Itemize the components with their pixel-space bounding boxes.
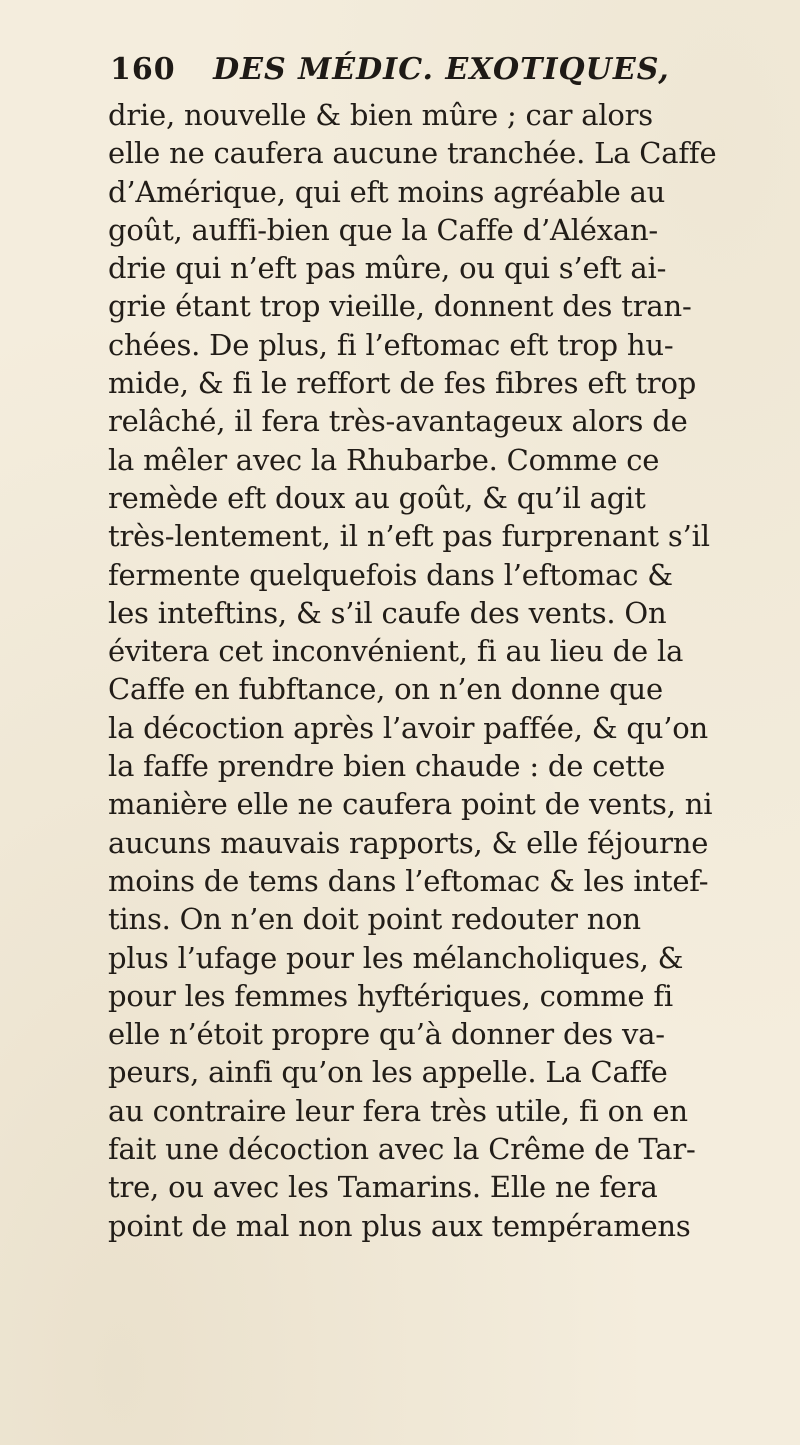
text-line: tins. On n’en doit point redouter non bbox=[108, 902, 641, 937]
text-line: grie étant trop vieille, donnent des tran- bbox=[108, 289, 692, 324]
running-title: DES MÉDIC. EXOTIQUES, bbox=[213, 52, 670, 87]
text-line: la faffe prendre bien chaude : de cette bbox=[108, 749, 666, 784]
text-line: Caffe en fubftance, on n’en donne que bbox=[108, 672, 663, 707]
text-line: la décoction après l’avoir paffée, & qu’on bbox=[108, 710, 709, 745]
text-line: manière elle ne caufera point de vents, ni bbox=[108, 787, 713, 822]
page-number: 160 bbox=[110, 52, 176, 87]
text-line: pour les femmes hyftériques, comme fi bbox=[108, 978, 673, 1013]
text-line: moins de tems dans l’eftomac & les intef- bbox=[108, 863, 709, 898]
text-line: les inteftins, & s’il caufe des vents. On bbox=[108, 595, 667, 630]
text-line: chées. De plus, fi l’eftomac eft trop hu- bbox=[108, 327, 674, 362]
text-line: point de mal non plus aux tempéramens bbox=[108, 1208, 691, 1243]
text-line: plus l’ufage pour les mélancholiques, & bbox=[108, 940, 684, 975]
text-line: mide, & fi le reffort de fes fibres eft trop bbox=[108, 366, 697, 401]
text-line: drie qui n’eft pas mûre, ou qui s’eft ai- bbox=[108, 251, 667, 286]
text-line: drie, nouvelle & bien mûre ; car alors bbox=[108, 98, 653, 132]
text-line: elle ne caufera aucune tranchée. La Caffe bbox=[108, 136, 717, 171]
text-line: tre, ou avec les Tamarins. Elle ne fera bbox=[108, 1170, 658, 1205]
text-line: la mêler avec la Rhubarbe. Comme ce bbox=[108, 442, 660, 477]
text-line: goût, auffi-bien que la Caffe d’Aléxan- bbox=[108, 212, 659, 247]
text-line: très-lentement, il n’eft pas furprenant s’il bbox=[108, 519, 710, 554]
text-line: remède eft doux au goût, & qu’il agit bbox=[108, 480, 646, 515]
text-line: relâché, il fera très-avantageux alors de bbox=[108, 404, 688, 439]
text-line: évitera cet inconvénient, fi au lieu de la bbox=[108, 634, 684, 669]
page-header bbox=[110, 52, 750, 96]
text-line: d’Amérique, qui eft moins agréable au bbox=[108, 174, 666, 209]
text-line: fait une décoction avec la Crême de Tar- bbox=[108, 1132, 696, 1167]
text-line: elle n’étoit propre qu’à donner des va- bbox=[108, 1017, 665, 1052]
text-line: au contraire leur fera très utile, fi on en bbox=[108, 1093, 688, 1128]
text-line: fermente quelquefois dans l’eftomac & bbox=[108, 557, 673, 592]
text-line: aucuns mauvais rapports, & elle féjourne bbox=[108, 825, 709, 860]
text-line: peurs, ainfi qu’on les appelle. La Caffe bbox=[108, 1055, 668, 1090]
body-text bbox=[108, 96, 798, 1245]
